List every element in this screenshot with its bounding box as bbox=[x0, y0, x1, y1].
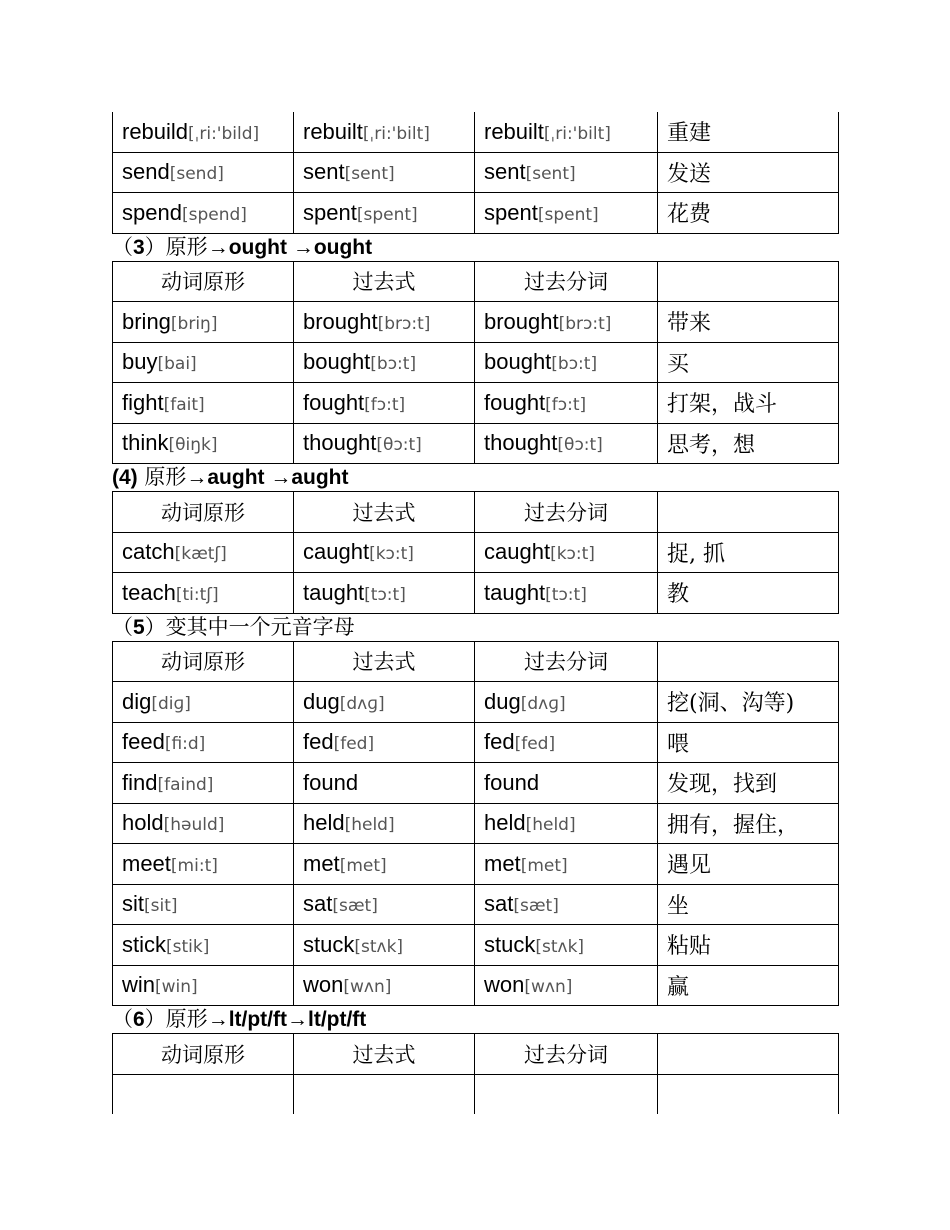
cell-past-tense bbox=[294, 383, 475, 424]
cell-base-form bbox=[113, 193, 294, 234]
cell-past-participle-word: spent bbox=[484, 199, 538, 225]
cell-past-tense-phonetic: [kɔ:t] bbox=[369, 544, 414, 565]
table-row bbox=[113, 573, 839, 614]
cell-past-tense bbox=[294, 423, 475, 464]
cell-past-participle-phonetic: [brɔ:t] bbox=[558, 313, 612, 334]
section-heading-4: (4) 原形→aught →aught bbox=[112, 465, 349, 489]
cell-past-tense-phonetic: [met] bbox=[339, 855, 387, 876]
verb-table-vowel-change bbox=[112, 641, 839, 1007]
cell-meaning: 喂 bbox=[658, 722, 839, 763]
cell-past-participle-phonetic: [fed] bbox=[514, 734, 556, 755]
cell-meaning: 捉, 抓 bbox=[658, 532, 839, 573]
header-base-form: 动词原形 bbox=[113, 261, 294, 302]
cell-past-participle bbox=[475, 342, 658, 383]
cell-meaning: 教 bbox=[658, 573, 839, 614]
cell-past-tense-phonetic: [bɔ:t] bbox=[370, 354, 417, 375]
cell-base-form bbox=[113, 152, 294, 193]
cell-past-participle bbox=[475, 573, 658, 614]
cell-base-form bbox=[113, 682, 294, 723]
cell-past-tense-phonetic: [wʌn] bbox=[343, 977, 392, 998]
cell-past-participle-word: stuck bbox=[484, 931, 536, 957]
cell-base-form bbox=[113, 342, 294, 383]
cell-base-form-word: rebuild bbox=[122, 118, 189, 144]
cell-base-form-word: meet bbox=[122, 850, 171, 876]
cell-past-tense-word: met bbox=[303, 850, 340, 876]
table-header-row bbox=[113, 261, 839, 302]
cell-base-form-word: buy bbox=[122, 349, 158, 375]
cell-meaning: 思考，想 bbox=[658, 423, 839, 464]
cell-past-tense-word: brought bbox=[303, 308, 378, 334]
cell-meaning: 重建 bbox=[658, 112, 839, 152]
cell-base-form bbox=[113, 884, 294, 925]
table-row bbox=[113, 682, 839, 723]
cell-meaning: 赢 bbox=[658, 965, 839, 1006]
cell-past-tense-phonetic: [dʌɡ] bbox=[339, 693, 385, 714]
cell-past-tense bbox=[294, 342, 475, 383]
table-header-row bbox=[113, 641, 839, 682]
cell-past-participle-word: found bbox=[484, 769, 540, 795]
cell-meaning: 遇见 bbox=[658, 844, 839, 885]
cell-past-tense bbox=[294, 844, 475, 885]
cell-base-form-word: send bbox=[122, 159, 170, 185]
header-meaning bbox=[658, 641, 839, 682]
table-row bbox=[113, 844, 839, 885]
cell-meaning: 买 bbox=[658, 342, 839, 383]
cell-base-form-word: hold bbox=[122, 810, 164, 836]
cell-past-tense-phonetic: [ˌri:'bilt] bbox=[362, 123, 430, 144]
table-row bbox=[113, 383, 839, 424]
cell-base-form-phonetic: [bai] bbox=[157, 354, 197, 375]
cell-base-form bbox=[113, 722, 294, 763]
cell-meaning: 发现，找到 bbox=[658, 763, 839, 804]
cell-past-participle-phonetic: [held] bbox=[525, 815, 576, 836]
cell-past-participle bbox=[475, 844, 658, 885]
cell-base-form-word: think bbox=[122, 430, 169, 456]
cell-base-form-phonetic: [ti:tʃ] bbox=[175, 584, 219, 605]
cell-past-participle-word: taught bbox=[484, 579, 546, 605]
table-row bbox=[113, 112, 839, 152]
cell-past-participle-word: thought bbox=[484, 430, 558, 456]
header-past-tense: 过去式 bbox=[294, 261, 475, 302]
cell-past-tense-word: fed bbox=[303, 729, 334, 755]
cell-past-participle-phonetic: [ˌri:'bilt] bbox=[543, 123, 611, 144]
cell-base-form-phonetic: [spend] bbox=[181, 204, 247, 225]
cell-meaning: 花费 bbox=[658, 193, 839, 234]
cell-meaning: 拥有，握住， bbox=[658, 803, 839, 844]
header-base-form: 动词原形 bbox=[113, 492, 294, 533]
cell-past-tense-phonetic: [θɔ:t] bbox=[376, 435, 422, 456]
cell-past-participle-word: fought bbox=[484, 389, 546, 415]
cell-past-tense-phonetic: [brɔ:t] bbox=[377, 313, 431, 334]
cell-past-tense-phonetic: [held] bbox=[344, 815, 395, 836]
cell-base-form-phonetic: [mi:t] bbox=[170, 855, 218, 876]
cell-past-participle-phonetic: [sæt] bbox=[513, 896, 559, 917]
cell-base-form-phonetic: [həuld] bbox=[163, 815, 225, 836]
cell-past-participle bbox=[475, 682, 658, 723]
cell-meaning: 发送 bbox=[658, 152, 839, 193]
verb-table-ought bbox=[112, 261, 839, 465]
cell-base-form bbox=[113, 423, 294, 464]
cell-past-tense-word: caught bbox=[303, 539, 370, 565]
cell-base-form bbox=[113, 925, 294, 966]
cell-past-tense-word: sent bbox=[303, 159, 345, 185]
table-row bbox=[113, 423, 839, 464]
section-heading-5: （5）变其中一个元音字母 bbox=[112, 614, 355, 639]
cell-base-form-phonetic: [win] bbox=[155, 977, 198, 998]
cell-past-tense-word: stuck bbox=[303, 931, 355, 957]
cell-base-form-word: sit bbox=[122, 891, 144, 917]
cell-past-tense-word: spent bbox=[303, 199, 357, 225]
section-heading-6: （6）原形→lt/pt/ft→lt/pt/ft bbox=[112, 1007, 367, 1031]
cell-base-form-word: find bbox=[122, 769, 158, 795]
cell-past-participle-word: dug bbox=[484, 688, 521, 714]
cell-past-tense-word: bought bbox=[303, 349, 371, 375]
cell-meaning: 带来 bbox=[658, 302, 839, 343]
cell-base-form-phonetic: [send] bbox=[169, 164, 224, 185]
cell-past-tense bbox=[294, 193, 475, 234]
document-page bbox=[112, 112, 838, 1114]
cell-base-form-word: fight bbox=[122, 389, 164, 415]
cell-past-tense bbox=[294, 884, 475, 925]
cell-base-form-phonetic: [faind] bbox=[157, 774, 214, 795]
cell-base-form-phonetic: [sit] bbox=[144, 896, 178, 917]
cell-past-tense-word: taught bbox=[303, 579, 365, 605]
cell-base-form bbox=[113, 112, 294, 152]
table-row bbox=[113, 763, 839, 804]
cell-past-participle-phonetic: [bɔ:t] bbox=[551, 354, 598, 375]
empty-cell bbox=[475, 1074, 658, 1114]
cell-base-form-phonetic: [θiŋk] bbox=[168, 435, 218, 456]
header-past-tense: 过去式 bbox=[294, 492, 475, 533]
cell-base-form-word: stick bbox=[122, 931, 166, 957]
cell-past-tense-phonetic: [stʌk] bbox=[354, 936, 404, 957]
cell-meaning: 坐 bbox=[658, 884, 839, 925]
empty-cell bbox=[113, 1074, 294, 1114]
cell-meaning: 粘贴 bbox=[658, 925, 839, 966]
table-header-row bbox=[113, 1034, 839, 1075]
cell-past-participle bbox=[475, 152, 658, 193]
header-meaning bbox=[658, 492, 839, 533]
cell-past-tense bbox=[294, 763, 475, 804]
cell-past-participle-word: caught bbox=[484, 539, 551, 565]
cell-past-participle bbox=[475, 383, 658, 424]
cell-past-participle bbox=[475, 965, 658, 1006]
cell-past-tense bbox=[294, 803, 475, 844]
cell-past-participle-word: sat bbox=[484, 891, 514, 917]
cell-past-tense-word: found bbox=[303, 769, 359, 795]
cell-meaning: 挖(洞、沟等) bbox=[658, 682, 839, 723]
cell-past-tense-word: dug bbox=[303, 688, 340, 714]
cell-past-participle bbox=[475, 722, 658, 763]
cell-past-participle-phonetic: [kɔ:t] bbox=[550, 544, 595, 565]
table-row bbox=[113, 925, 839, 966]
cell-past-participle-phonetic: [dʌɡ] bbox=[520, 693, 566, 714]
cell-past-tense-word: fought bbox=[303, 389, 365, 415]
cell-past-participle bbox=[475, 803, 658, 844]
cell-base-form bbox=[113, 302, 294, 343]
cell-past-participle bbox=[475, 884, 658, 925]
verb-table-continued bbox=[112, 112, 839, 234]
table-row bbox=[113, 532, 839, 573]
cell-past-tense bbox=[294, 112, 475, 152]
table-row bbox=[113, 152, 839, 193]
table-row bbox=[113, 803, 839, 844]
cell-base-form-word: win bbox=[122, 972, 156, 998]
cell-past-tense-phonetic: [spent] bbox=[356, 204, 418, 225]
cell-past-participle-word: brought bbox=[484, 308, 559, 334]
table-row-empty bbox=[113, 1074, 839, 1114]
table-row bbox=[113, 965, 839, 1006]
cell-past-tense bbox=[294, 152, 475, 193]
cell-past-tense bbox=[294, 722, 475, 763]
cell-past-tense-word: held bbox=[303, 810, 345, 836]
cell-past-participle-word: held bbox=[484, 810, 526, 836]
cell-past-participle-phonetic: [fɔ:t] bbox=[545, 394, 587, 415]
cell-past-participle-phonetic: [spent] bbox=[537, 204, 599, 225]
cell-base-form bbox=[113, 763, 294, 804]
cell-base-form-phonetic: [briŋ] bbox=[170, 313, 218, 334]
header-meaning bbox=[658, 261, 839, 302]
cell-past-tense-word: rebuilt bbox=[303, 118, 363, 144]
cell-past-participle-word: met bbox=[484, 850, 521, 876]
cell-past-participle-phonetic: [wʌn] bbox=[524, 977, 573, 998]
cell-past-participle-word: fed bbox=[484, 729, 515, 755]
section-heading-3: （3）原形→ought →ought bbox=[112, 234, 373, 259]
cell-past-participle-phonetic: [met] bbox=[520, 855, 568, 876]
cell-base-form-word: catch bbox=[122, 539, 175, 565]
cell-past-participle-phonetic: [θɔ:t] bbox=[557, 435, 603, 456]
cell-past-participle bbox=[475, 302, 658, 343]
table-row bbox=[113, 342, 839, 383]
cell-past-participle bbox=[475, 112, 658, 152]
cell-past-tense bbox=[294, 302, 475, 343]
header-base-form: 动词原形 bbox=[113, 641, 294, 682]
cell-base-form-phonetic: [stik] bbox=[166, 936, 210, 957]
header-past-participle: 过去分词 bbox=[475, 641, 658, 682]
cell-past-tense bbox=[294, 532, 475, 573]
cell-base-form-phonetic: [diɡ] bbox=[151, 693, 191, 714]
header-past-tense: 过去式 bbox=[294, 1034, 475, 1075]
cell-past-participle-word: rebuilt bbox=[484, 118, 544, 144]
cell-base-form bbox=[113, 803, 294, 844]
table-row bbox=[113, 302, 839, 343]
header-past-participle: 过去分词 bbox=[475, 261, 658, 302]
cell-base-form-word: bring bbox=[122, 308, 171, 334]
cell-base-form-phonetic: [fait] bbox=[163, 394, 205, 415]
verb-table-lt-pt-ft bbox=[112, 1033, 839, 1114]
cell-base-form-word: spend bbox=[122, 199, 182, 225]
cell-base-form-phonetic: [ˌri:'bild] bbox=[188, 123, 260, 144]
header-meaning bbox=[658, 1034, 839, 1075]
header-past-participle: 过去分词 bbox=[475, 492, 658, 533]
cell-base-form bbox=[113, 844, 294, 885]
table-row bbox=[113, 884, 839, 925]
cell-base-form-phonetic: [fi:d] bbox=[164, 734, 206, 755]
cell-past-participle-word: sent bbox=[484, 159, 526, 185]
cell-base-form bbox=[113, 532, 294, 573]
header-base-form: 动词原形 bbox=[113, 1034, 294, 1075]
cell-past-participle bbox=[475, 423, 658, 464]
empty-cell bbox=[294, 1074, 475, 1114]
cell-past-tense-phonetic: [fed] bbox=[333, 734, 375, 755]
cell-base-form-word: teach bbox=[122, 579, 176, 605]
cell-past-tense-word: won bbox=[303, 972, 344, 998]
cell-past-tense-word: thought bbox=[303, 430, 377, 456]
cell-past-tense-phonetic: [fɔ:t] bbox=[364, 394, 406, 415]
table-row bbox=[113, 722, 839, 763]
cell-past-tense bbox=[294, 965, 475, 1006]
cell-past-participle-phonetic: [tɔ:t] bbox=[545, 584, 587, 605]
cell-past-participle bbox=[475, 763, 658, 804]
cell-base-form bbox=[113, 383, 294, 424]
cell-meaning: 打架，战斗 bbox=[658, 383, 839, 424]
cell-past-tense bbox=[294, 573, 475, 614]
cell-past-tense-phonetic: [tɔ:t] bbox=[364, 584, 406, 605]
cell-past-participle bbox=[475, 925, 658, 966]
cell-past-participle-phonetic: [sent] bbox=[525, 164, 576, 185]
cell-past-participle bbox=[475, 532, 658, 573]
cell-past-tense-word: sat bbox=[303, 891, 333, 917]
header-past-participle: 过去分词 bbox=[475, 1034, 658, 1075]
empty-cell bbox=[658, 1074, 839, 1114]
cell-past-tense bbox=[294, 682, 475, 723]
cell-past-participle-word: bought bbox=[484, 349, 552, 375]
cell-base-form-word: feed bbox=[122, 729, 165, 755]
cell-past-participle-phonetic: [stʌk] bbox=[535, 936, 585, 957]
verb-table-aught bbox=[112, 491, 839, 614]
cell-past-tense bbox=[294, 925, 475, 966]
table-header-row bbox=[113, 492, 839, 533]
cell-past-tense-phonetic: [sæt] bbox=[332, 896, 378, 917]
header-past-tense: 过去式 bbox=[294, 641, 475, 682]
cell-past-participle-word: won bbox=[484, 972, 525, 998]
cell-base-form-word: dig bbox=[122, 688, 152, 714]
cell-base-form bbox=[113, 965, 294, 1006]
cell-base-form-phonetic: [kætʃ] bbox=[174, 544, 227, 565]
cell-past-tense-phonetic: [sent] bbox=[344, 164, 395, 185]
table-row bbox=[113, 193, 839, 234]
cell-base-form bbox=[113, 573, 294, 614]
cell-past-participle bbox=[475, 193, 658, 234]
